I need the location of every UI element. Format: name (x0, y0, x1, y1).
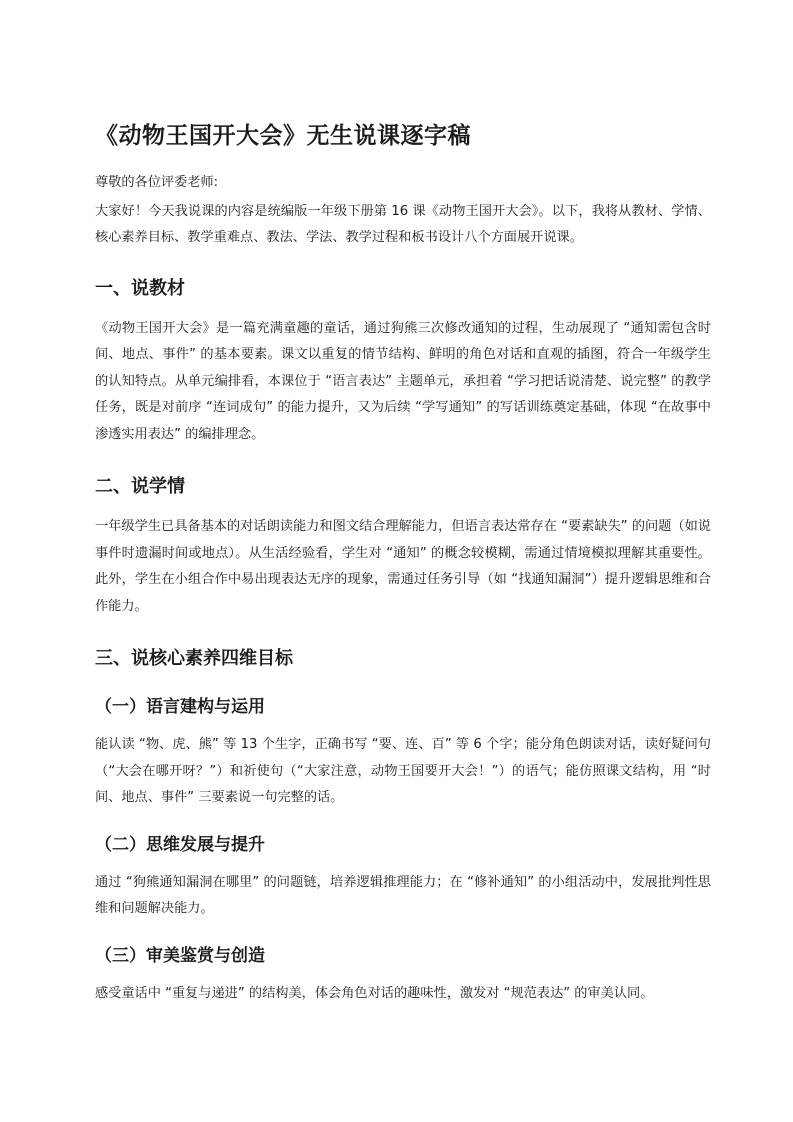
section-heading-textbook: 一、说教材 (95, 277, 185, 299)
subsection-body-aesthetics: 感受童话中 “重复与递进” 的结构美，体会角色对话的趣味性，激发对 “规范表达” 的审美认同。 (95, 985, 654, 1001)
document-page (95, 118, 711, 1011)
section-body-textbook: 《动物王国开大会》是一篇充满童趣的童话，通过狗熊三次修改通知的过程，生动展现了 “通知需包含时间、地点、事件” 的基本要素。课文以重复的情节结构、鲜明的角色对话和直观的插图，符合一年级学生的认知特点。从单元编排看，本课位于 “语言表达” 主题单元，承担着 “学习把话说清楚、说完整” 的教学任务，既是对前序 “连词成句” 的能力提升，又为后续 “学写通知” 的写话训练奠定基础，体现 “在故事中渗透实用表达” 的编排理念。 (95, 320, 711, 442)
subsection-heading-language: （一）语言建构与运用 (95, 697, 265, 717)
subsection-body-thinking: 通过 “狗熊通知漏洞在哪里” 的问题链，培养逻辑推理能力；在 “修补通知” 的小组活动中，发展批判性思维和问题解决能力。 (95, 874, 711, 916)
intro-paragraph: 大家好！今天我说课的内容是统编版一年级下册第 16 课《动物王国开大会》。以下，我将从教材、学情、核心素养目标、教学重难点、教法、学法、教学过程和板书设计八个方面展开说课。 (95, 203, 711, 245)
section-body-students: 一年级学生已具备基本的对话朗读能力和图文结合理解能力，但语言表达常存在 “要素缺失” 的问题（如说事件时遗漏时间或地点）。从生活经验看，学生对 “通知” 的概念较模糊，需通过情境模拟理解其重要性。此外，学生在小组合作中易出现表达无序的现象，需通过任务引导（如 “找通知漏洞”）提升逻辑思维和合作能力。 (95, 519, 711, 614)
subsection-heading-thinking: （二）思维发展与提升 (95, 834, 265, 855)
section-heading-students: 二、说学情 (95, 476, 185, 497)
subsection-heading-aesthetics: （三）审美鉴赏与创造 (95, 945, 265, 966)
greeting-paragraph: 尊敬的各位评委老师: (95, 175, 219, 190)
document-title: 《动物王国开大会》无生说课逐字稿 (95, 123, 471, 149)
subsection-body-language: 能认读 “物、虎、熊” 等 13 个生字，正确书写 “要、连、百” 等 6 个字；能分角色朗读对话，读好疑问句（“大会在哪开呀？”）和祈使句（“大家注意，动物王国要开大会！”）的语气；能仿照课文结构，用 “时间、地点、事件” 三要素说一句完整的话。 (95, 737, 711, 805)
section-heading-goals: 三、说核心素养四维目标 (95, 648, 293, 669)
